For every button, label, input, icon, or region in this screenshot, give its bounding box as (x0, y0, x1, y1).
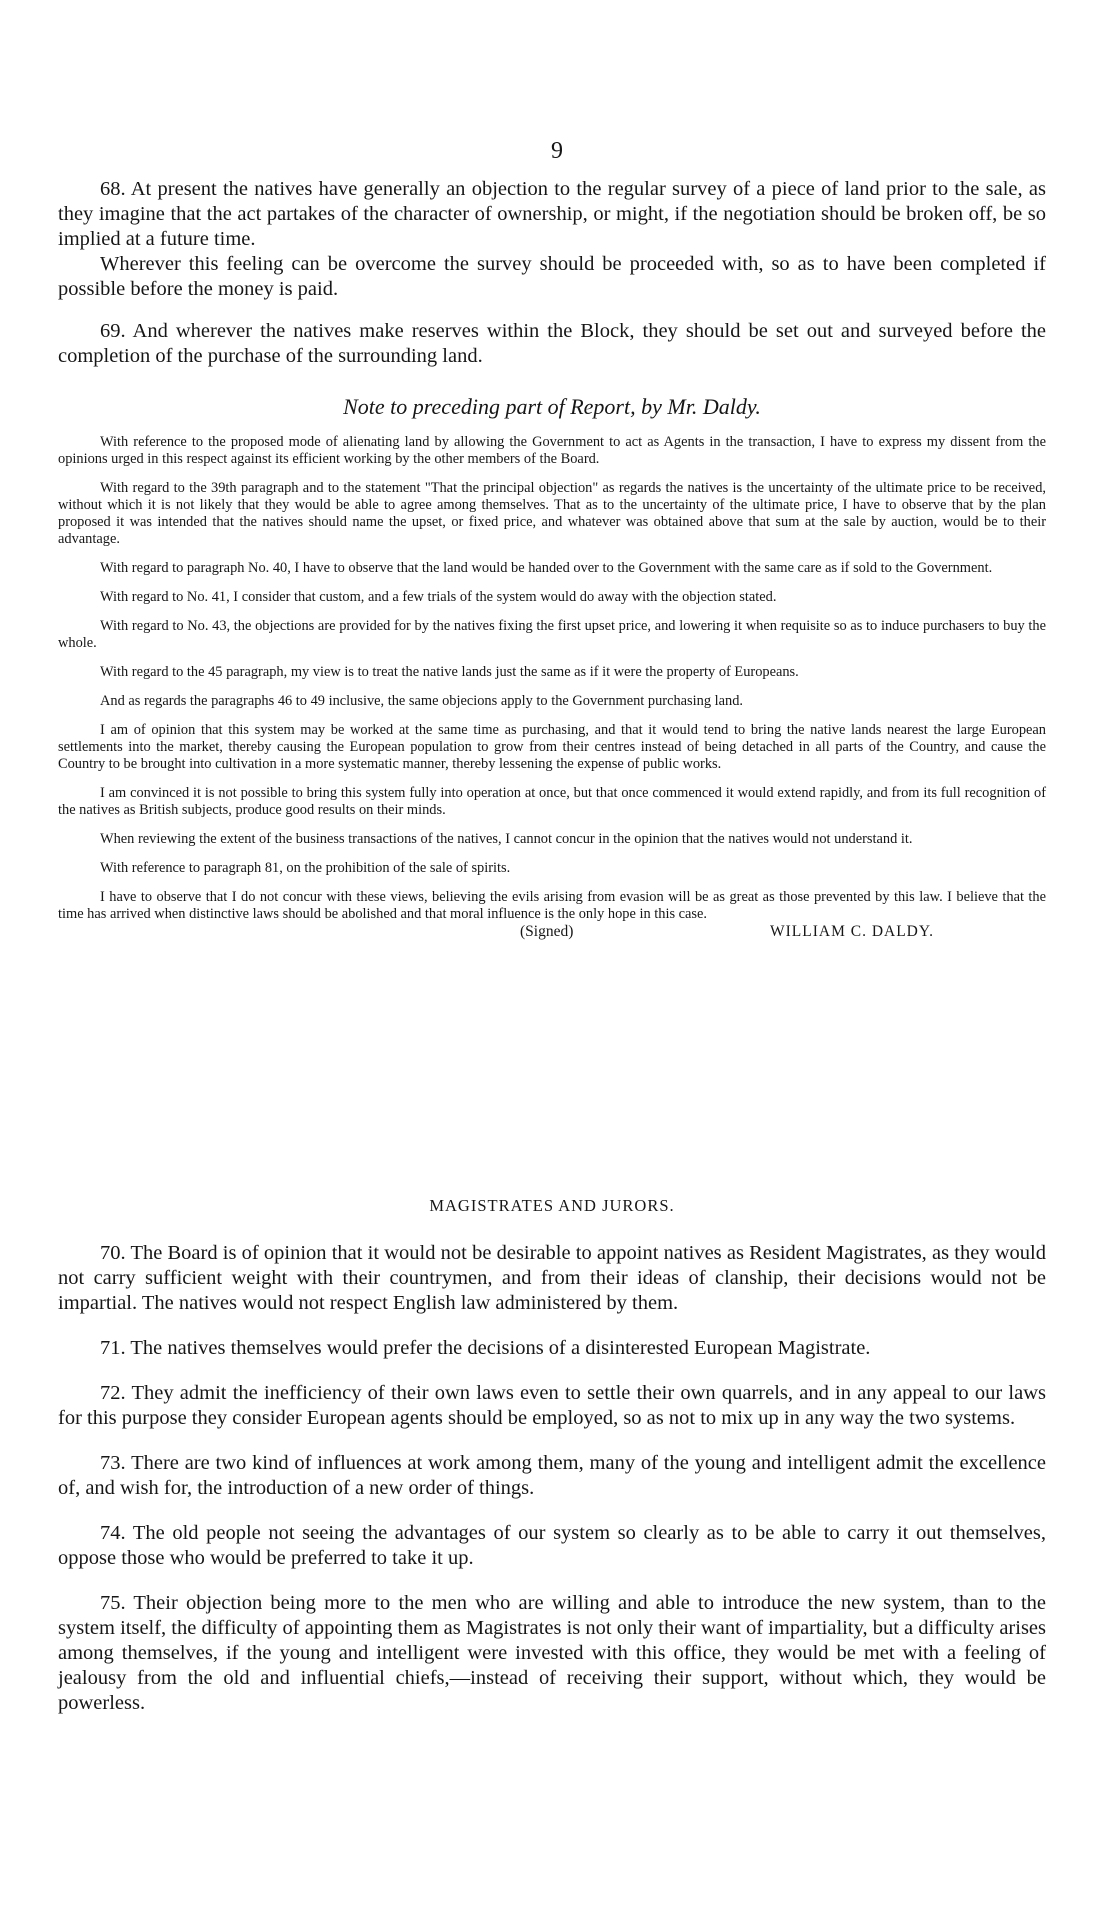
signature-line (58, 923, 1046, 945)
section-title: MAGISTRATES AND JURORS. (429, 1196, 675, 1215)
note-paragraph: With regard to paragraph No. 40, I have to observe that the land would be handed over to the Government with the same care as if sold to the Government. (100, 560, 993, 576)
report-paragraphs (58, 177, 1046, 369)
paragraph-68: 68. At present the natives have generally an objection to the regular survey of a piece of land prior to the sale, as they imagine that the act partakes of the character of ownership, or might, if the negotiation should be broken off, be so implied at a future time. (58, 178, 1046, 250)
note-paragraph: With reference to paragraph 81, on the prohibition of the sale of spirits. (100, 860, 511, 876)
note-paragraph: I am convinced it is not possible to bring this system fully into operation at once, but that once commenced it would extend rapidly, and from its full recognition of the natives as British subjects, produce good results on their minds. (58, 785, 1046, 818)
note-paragraph: And as regards the paragraphs 46 to 49 inclusive, the same objecions apply to the Government purchasing land. (100, 693, 744, 709)
daldy-note (58, 393, 1046, 945)
note-paragraph: I have to observe that I do not concur with these views, believing the evils arising from evasion will be as great as those prevented by this law. I believe that the time has arrived when distinctive laws should be abolished and that moral influence is the only hope in this case. (58, 889, 1046, 922)
paragraph-69: 69. And wherever the natives make reserves within the Block, they should be set out and surveyed before the completion of the purchase of the surrounding land. (58, 320, 1046, 367)
note-paragraph: With regard to the 45 paragraph, my view is to treat the native lands just the same as if it were the property of Europeans. (100, 664, 799, 680)
note-paragraph: I am of opinion that this system may be worked at the same time as purchasing, and that it would tend to bring the native lands nearest the large European settlements into the market, thereby causing the European population to grow from their centres instead of being detached in all parts of the Country, and cause the Country to be brought into cultivation in a more systematic manner, thereby lessening the expense of public works. (58, 722, 1046, 772)
note-paragraph: With regard to No. 43, the objections are provided for by the natives fixing the first upset price, and lowering it when requisite so as to induce purchasers to buy the whole. (58, 618, 1046, 651)
signatory-name: WILLIAM C. DALDY. (770, 923, 934, 940)
signed-label: (Signed) (520, 923, 574, 940)
section-paragraph: 70. The Board is of opinion that it would not be desirable to appoint natives as Resident Magistrates, as they would not carry sufficient weight with their countrymen, and from their ideas of clanship, their decisions would not be impartial. The natives would not respect English law administered by them. (58, 1242, 1046, 1314)
note-paragraph: With regard to the 39th paragraph and to the statement "That the principal objection" as regards the natives is the uncertainty of the ultimate price to be received, without which it is not likely that they would be able to agree among themselves. That as to the uncertainty of the ultimate price, I have to observe that by the plan proposed it was intended that the natives should name the upset, or fixed price, and whatever was obtained above that sum at the sale by auction, would be to their advantage. (58, 480, 1046, 547)
note-paragraph: With reference to the proposed mode of alienating land by allowing the Government to act as Agents in the transaction, I have to express my dissent from the opinions urged in this respect against its efficient working by the other members of the Board. (58, 434, 1046, 467)
section-paragraph: 75. Their objection being more to the men who are willing and able to introduce the new system, than to the system itself, the difficulty of appointing them as Magistrates is not only their want of impartiality, but a difficulty arises among themselves, if the young and intelligent were invested with this office, they would be met with a feeling of jealousy from the old and influential chiefs,—instead of receiving their support, without which, they would be powerless. (58, 1592, 1046, 1714)
section-paragraph: 73. There are two kind of influences at work among them, many of the young and intelligent admit the excellence of, and wish for, the introduction of a new order of things. (58, 1452, 1046, 1499)
section-paragraph: 72. They admit the inefficiency of their own laws even to settle their own quarrels, and in any appeal to our laws for this purpose they consider European agents should be employed, so as not to mix up in any way the two systems. (58, 1382, 1046, 1429)
note-paragraph: When reviewing the extent of the business transactions of the natives, I cannot concur in the opinion that the natives would not understand it. (100, 831, 913, 847)
magistrates-section (58, 1195, 1046, 1716)
section-paragraph: 71. The natives themselves would prefer the decisions of a disinterested European Magistrate. (100, 1337, 871, 1359)
page-number: 9 (551, 138, 563, 164)
note-paragraph: With regard to No. 41, I consider that custom, and a few trials of the system would do away with the objection stated. (100, 589, 777, 605)
section-paragraph: 74. The old people not seeing the advantages of our system so clearly as to be able to carry it out themselves, oppose those who would be preferred to take it up. (58, 1522, 1046, 1569)
paragraph-68-continued: Wherever this feeling can be overcome the survey should be proceeded with, so as to have been completed if possible before the money is paid. (58, 253, 1046, 300)
note-title: Note to preceding part of Report, by Mr. Daldy. (343, 394, 761, 419)
